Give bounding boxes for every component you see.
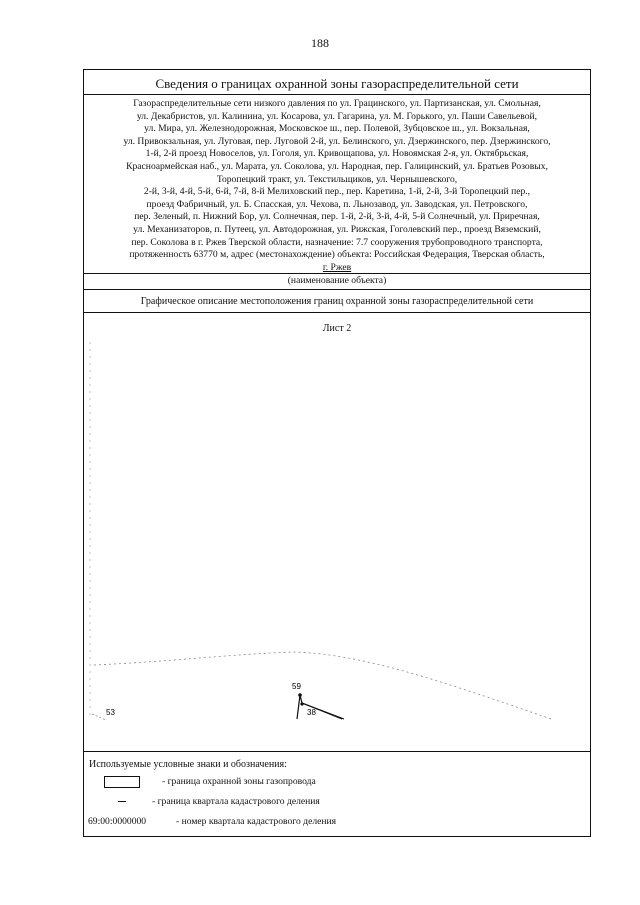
info-frame [83, 69, 591, 837]
description-line: проезд Фабричный, ул. Б. Спасская, ул. Чехова, п. Льнозавод, ул. Заводская, ул. Петровского, [146, 198, 528, 210]
description-line: Газораспределительные сети низкого давления по ул. Грацинского, ул. Партизанская, ул. Смольная, [133, 98, 541, 109]
page-number: 188 [311, 36, 329, 50]
legend-cadastral-text: - номер квартала кадастрового деления [176, 816, 337, 827]
sheet-label: Лист 2 [322, 323, 352, 334]
protection-zone-boundary [297, 695, 344, 719]
quarter-boundary-line [94, 652, 554, 720]
description-line: г. Ржев [322, 261, 352, 273]
divider [84, 751, 590, 752]
legend-quarter-text: - граница квартала кадастрового деления [152, 796, 320, 807]
boundary-map [84, 342, 590, 752]
section-title: Сведения о границах охранной зоны газораспределительной сети [155, 76, 519, 91]
description-line: 2-й, 3-й, 4-й, 5-й, 6-й, 7-й, 8-й Мелиховский пер., пер. Каретина, 1-й, 2-й, 3-й Торопецкий пер., [143, 186, 531, 198]
description-line: протяженность 63770 м, адрес (местонахождение) объекта: Российская Федерация, Тверская область, [129, 249, 545, 261]
legend-cadastral-symbol: 69:00:0000000 [88, 816, 147, 827]
description-line: Красноармейская наб., ул. Марата, ул. Соколова, ул. Народная, пер. Галицинский, ул. Братьев Розовых, [126, 160, 548, 172]
left-diagonal-boundary [92, 714, 106, 720]
description-line: пер. Соколова в г. Ржев Тверской области, назначение: 7.7 сооружения трубопроводного транспорта, [131, 236, 543, 248]
description-line: Торопецкий тракт, ул. Текстильщиков, ул. Чернышевского, [216, 173, 458, 185]
object-description [84, 98, 590, 274]
description-line: 1-й, 2-й проезд Новоселов, ул. Гоголя, ул. Кривощапова, ул. Новоямская 2-я, ул. Октябрьская, [145, 148, 529, 160]
description-line: ул. Привокзальная, ул. Луговая, пер. Луговой 2-й, ул. Белинского, ул. Дзержинского, пер. Дзержинского, [123, 135, 551, 147]
description-line: ул. Механизаторов, п. Путеец, ул. Автодорожная, ул. Рижская, Гоголевский пер., проезд Вяземский, [133, 223, 541, 235]
description-line: пер. Зеленый, п. Нижний Бор, ул. Солнечная, пер. 1-й, 2-й, 3-й, 4-й, 5-й Солнечный, ул. Приречная, [134, 211, 540, 223]
object-name-label: (наименование объекта) [287, 275, 387, 286]
description-line: ул. Мира, ул. Железнодорожная, Московское ш., пер. Полевой, Зубцовское ш., ул. Вокзальная, [144, 123, 530, 135]
legend-title: Используемые условные знаки и обозначения: [89, 759, 287, 770]
point-59-marker [298, 693, 302, 697]
divider [84, 94, 590, 95]
divider [84, 289, 590, 290]
point-38-marker [300, 702, 303, 705]
legend-zone-text: - граница охранной зоны газопровода [162, 776, 316, 787]
point-label-53: 53 [106, 708, 115, 717]
divider [84, 312, 590, 313]
point-label-59: 59 [292, 682, 301, 691]
point-label-38: 38 [307, 708, 316, 717]
legend-quarter-symbol [118, 801, 126, 802]
graphic-description-title: Графическое описание местоположения границ охранной зоны газораспределительной сети [140, 296, 534, 307]
divider [84, 273, 590, 274]
description-line: ул. Декабристов, ул. Калинина, ул. Косарова, ул. Гагарина, ул. М. Горького, ул. Паши Савельевой, [136, 110, 538, 122]
legend-zone-symbol [104, 776, 140, 788]
